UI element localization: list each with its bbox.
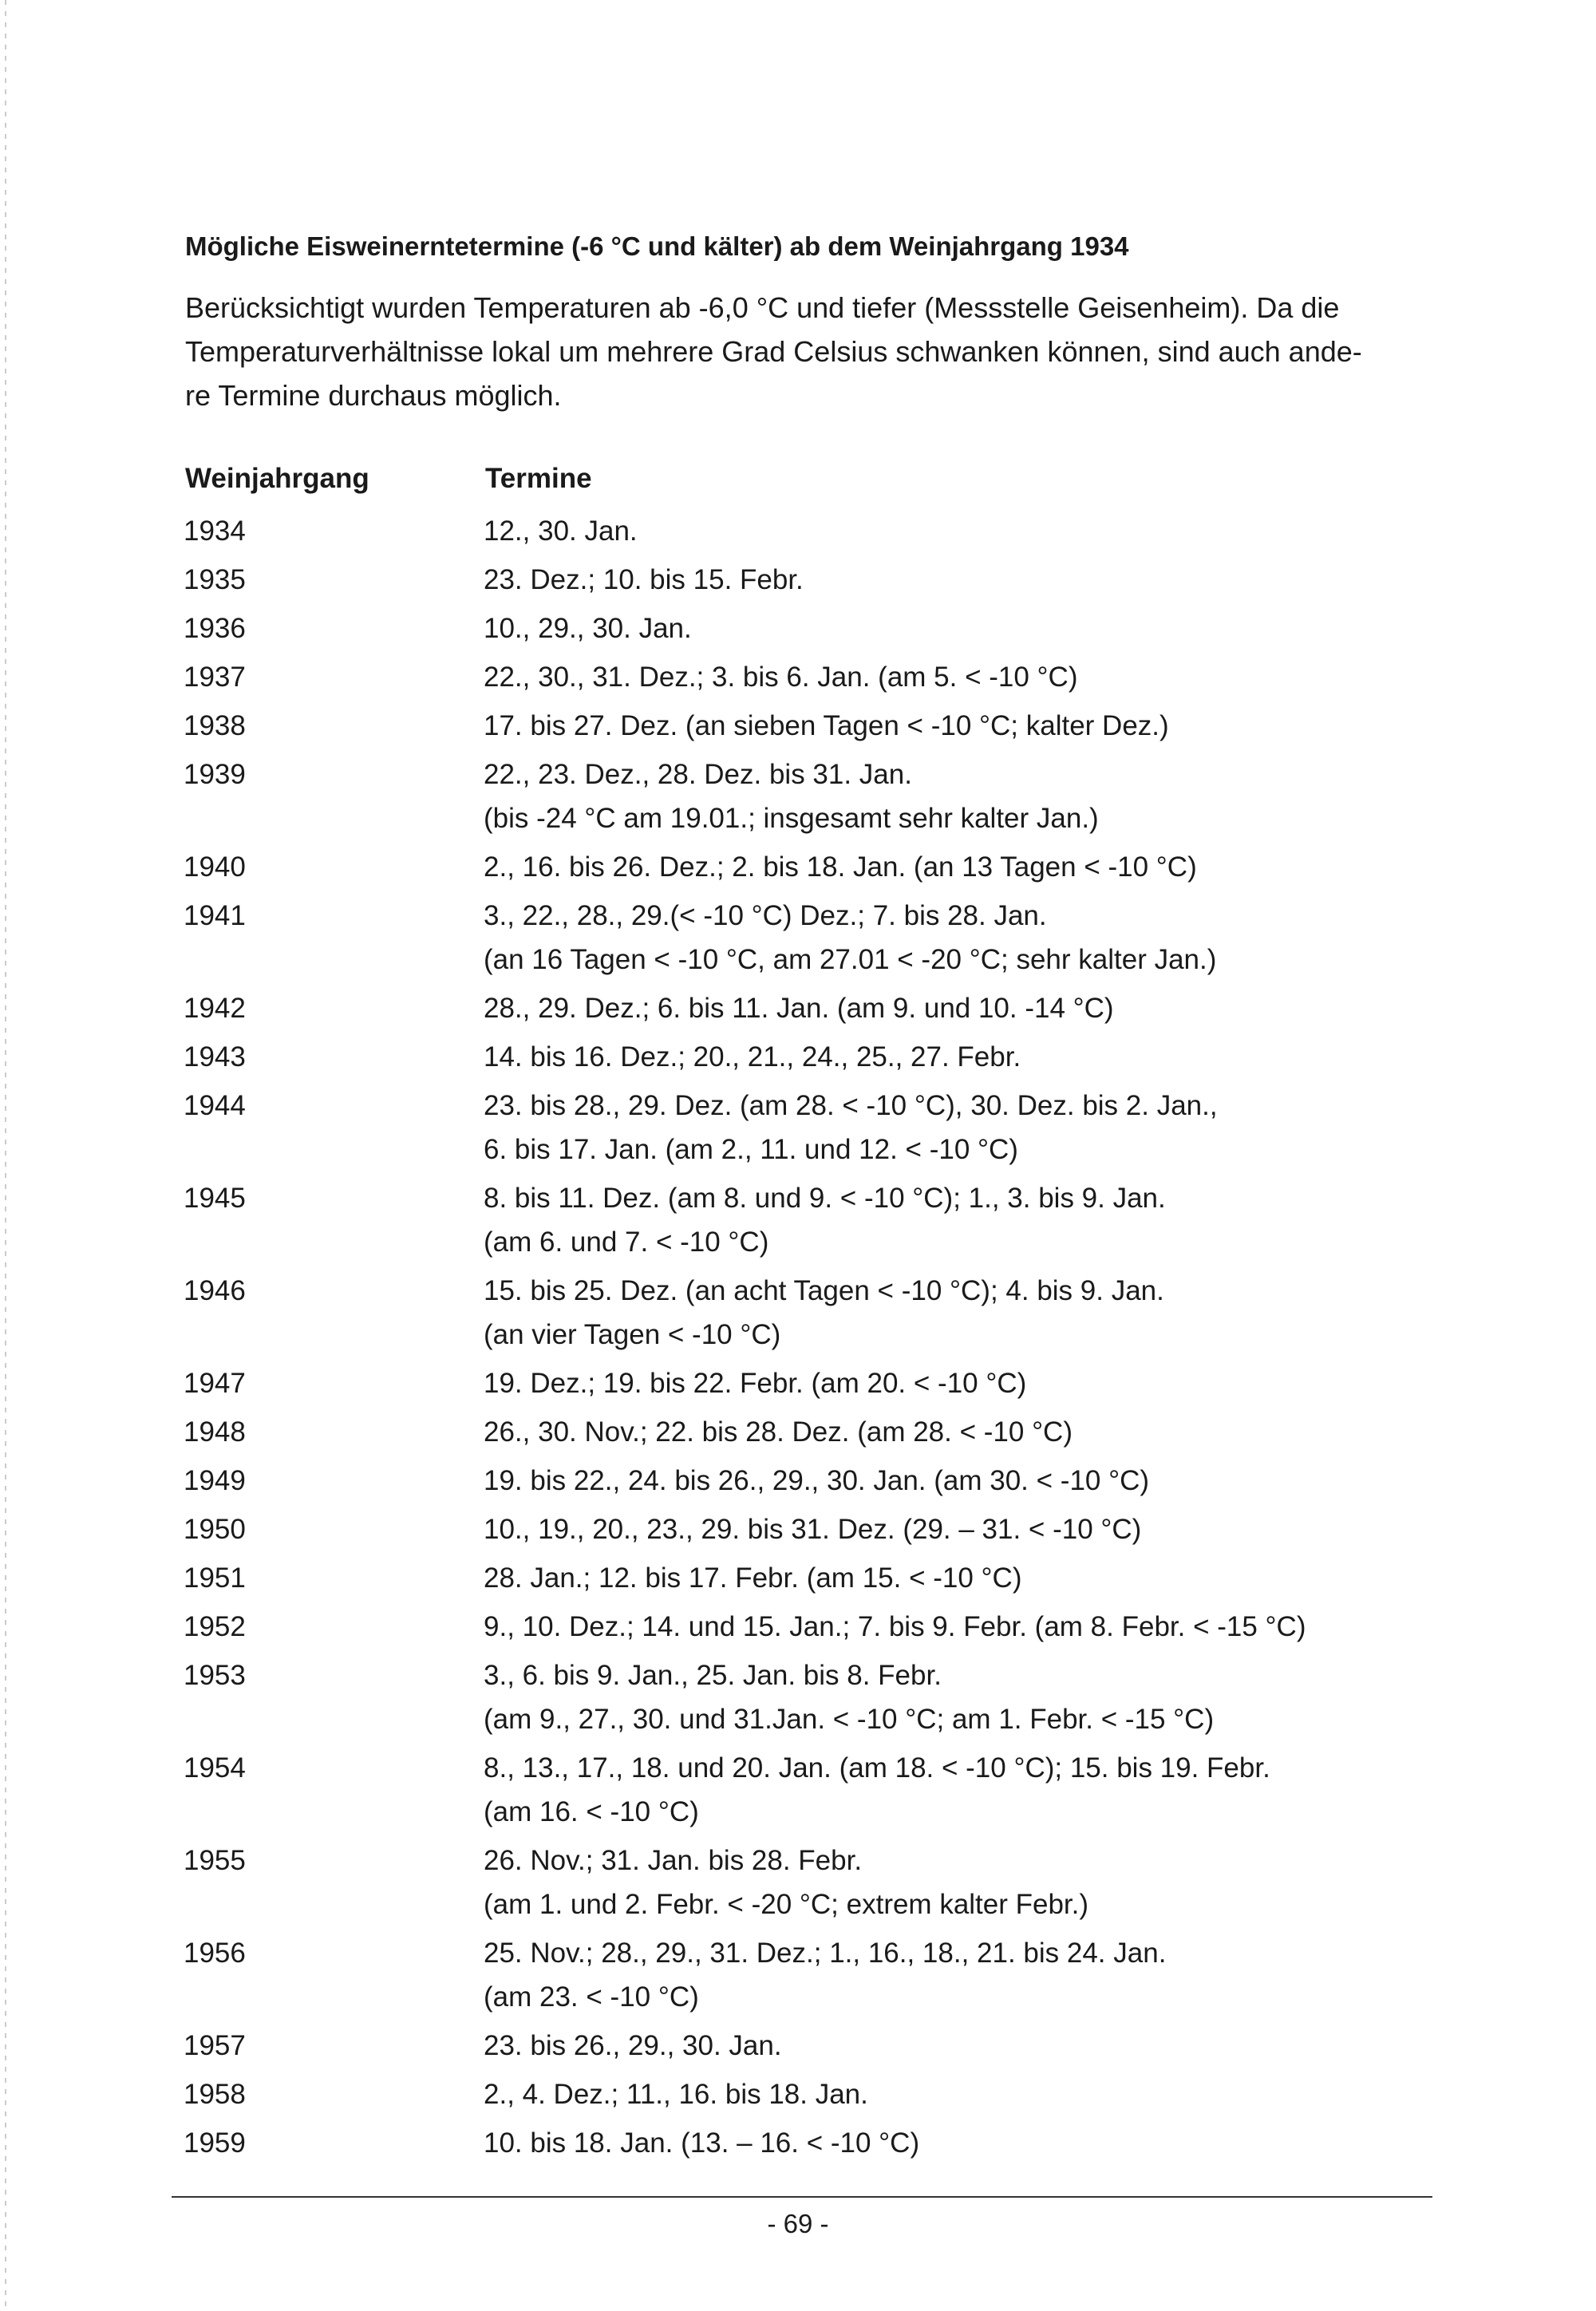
table-row — [184, 1605, 1460, 1649]
row-terms-line: 23. bis 28., 29. Dez. (am 28. < -10 °C), 30. Dez. bis 2. Jan., — [484, 1090, 1218, 1121]
row-year: 1958 — [184, 2079, 246, 2110]
row-year: 1937 — [184, 662, 246, 693]
row-terms-line: (am 1. und 2. Febr. < -20 °C; extrem kalter Febr.) — [484, 1889, 1089, 1920]
table-row — [184, 704, 1460, 748]
row-terms-line: (am 6. und 7. < -10 °C) — [484, 1227, 769, 1258]
table-row — [184, 1931, 1460, 2019]
row-terms-line: 14. bis 16. Dez.; 20., 21., 24., 25., 27. Febr. — [484, 1041, 1021, 1073]
row-terms — [484, 1176, 1460, 1264]
row-terms — [484, 753, 1460, 840]
table-row — [184, 1361, 1460, 1405]
table-row — [184, 1839, 1460, 1926]
row-year: 1941 — [184, 900, 246, 931]
row-terms — [484, 1653, 1460, 1741]
row-terms-line: (an vier Tagen < -10 °C) — [484, 1319, 781, 1350]
row-terms-line: 12., 30. Jan. — [484, 516, 638, 547]
row-terms — [484, 1605, 1460, 1649]
row-terms — [484, 2024, 1460, 2068]
harvest-dates-table — [184, 509, 1460, 2170]
row-terms — [484, 986, 1460, 1030]
row-terms — [484, 1931, 1460, 2019]
row-terms — [484, 1746, 1460, 1834]
row-year: 1955 — [184, 1845, 246, 1876]
row-terms — [484, 509, 1460, 553]
row-terms-line: (bis -24 °C am 19.01.; insgesamt sehr kalter Jan.) — [484, 803, 1099, 834]
row-terms — [484, 655, 1460, 699]
row-terms-line: 22., 30., 31. Dez.; 3. bis 6. Jan. (am 5. < -10 °C) — [484, 662, 1078, 693]
column-header-terms: Termine — [485, 463, 592, 494]
table-row — [184, 1084, 1460, 1171]
row-terms — [484, 1035, 1460, 1079]
row-terms — [484, 1361, 1460, 1405]
row-terms — [484, 1269, 1460, 1357]
row-terms-line: (an 16 Tagen < -10 °C, am 27.01 < -20 °C; sehr kalter Jan.) — [484, 944, 1217, 975]
row-year: 1943 — [184, 1041, 246, 1073]
row-year: 1949 — [184, 1465, 246, 1496]
row-terms-line: 10. bis 18. Jan. (13. – 16. < -10 °C) — [484, 2127, 920, 2159]
row-terms-line: 8. bis 11. Dez. (am 8. und 9. < -10 °C); 1., 3. bis 9. Jan. — [484, 1183, 1166, 1214]
table-row — [184, 558, 1460, 602]
table-row — [184, 894, 1460, 982]
table-row — [184, 1556, 1460, 1600]
row-year: 1952 — [184, 1611, 246, 1642]
row-year: 1936 — [184, 613, 246, 644]
row-year: 1934 — [184, 516, 246, 547]
row-year: 1944 — [184, 1090, 246, 1121]
row-terms-line: 15. bis 25. Dez. (an acht Tagen < -10 °C); 4. bis 9. Jan. — [484, 1275, 1164, 1306]
row-year: 1951 — [184, 1562, 246, 1594]
row-terms-line: 19. bis 22., 24. bis 26., 29., 30. Jan. (am 30. < -10 °C) — [484, 1465, 1150, 1496]
intro-line: Temperaturverhältnisse lokal um mehrere Grad Celsius schwanken können, sind auch ande- — [185, 335, 1362, 368]
intro-line: Berücksichtigt wurden Temperaturen ab -6,0 °C und tiefer (Messstelle Geisenheim). Da die — [185, 291, 1340, 324]
row-year: 1945 — [184, 1183, 246, 1214]
row-terms-line: 23. Dez.; 10. bis 15. Febr. — [484, 564, 804, 595]
table-row — [184, 1507, 1460, 1551]
row-terms-line: 23. bis 26., 29., 30. Jan. — [484, 2030, 782, 2061]
table-row — [184, 2024, 1460, 2068]
row-terms — [484, 894, 1460, 982]
row-terms-line: 19. Dez.; 19. bis 22. Febr. (am 20. < -10 °C) — [484, 1368, 1027, 1399]
table-row — [184, 1746, 1460, 1834]
table-row — [184, 2121, 1460, 2165]
row-terms — [484, 704, 1460, 748]
row-terms-line: 28., 29. Dez.; 6. bis 11. Jan. (am 9. und 10. -14 °C) — [484, 993, 1114, 1024]
page-number: - 69 - — [767, 2209, 829, 2238]
row-terms-line: (am 9., 27., 30. und 31.Jan. < -10 °C; am 1. Febr. < -15 °C) — [484, 1704, 1215, 1735]
row-terms-line: (am 16. < -10 °C) — [484, 1796, 699, 1827]
table-row — [184, 2072, 1460, 2116]
row-terms-line: 2., 4. Dez.; 11., 16. bis 18. Jan. — [484, 2079, 868, 2110]
row-year: 1939 — [184, 759, 246, 790]
row-terms-line: 3., 6. bis 9. Jan., 25. Jan. bis 8. Febr. — [484, 1660, 942, 1691]
row-terms — [484, 1410, 1460, 1454]
row-terms — [484, 845, 1460, 889]
intro-paragraph — [185, 286, 1454, 417]
table-row — [184, 845, 1460, 889]
row-terms-line: 8., 13., 17., 18. und 20. Jan. (am 18. < -10 °C); 15. bis 19. Febr. — [484, 1752, 1270, 1784]
footer-rule — [172, 2196, 1432, 2198]
row-year: 1935 — [184, 564, 246, 595]
row-terms-line: 3., 22., 28., 29.(< -10 °C) Dez.; 7. bis 28. Jan. — [484, 900, 1047, 931]
table-row — [184, 986, 1460, 1030]
row-terms-line: (am 23. < -10 °C) — [484, 1981, 699, 2013]
table-row — [184, 1269, 1460, 1357]
row-year: 1954 — [184, 1752, 246, 1784]
row-terms — [484, 1839, 1460, 1926]
table-row — [184, 1035, 1460, 1079]
column-header-year: Weinjahrgang — [185, 463, 369, 494]
row-terms-line: 6. bis 17. Jan. (am 2., 11. und 12. < -10 °C) — [484, 1134, 1018, 1165]
row-terms — [484, 1556, 1460, 1600]
row-terms-line: 25. Nov.; 28., 29., 31. Dez.; 1., 16., 18., 21. bis 24. Jan. — [484, 1938, 1167, 1969]
row-terms — [484, 2121, 1460, 2165]
row-year: 1942 — [184, 993, 246, 1024]
row-year: 1953 — [184, 1660, 246, 1691]
table-row — [184, 1459, 1460, 1503]
row-terms-line: 26. Nov.; 31. Jan. bis 28. Febr. — [484, 1845, 863, 1876]
row-year: 1940 — [184, 851, 246, 883]
table-row — [184, 753, 1460, 840]
row-terms — [484, 1084, 1460, 1171]
table-row — [184, 655, 1460, 699]
table-row — [184, 509, 1460, 553]
table-row — [184, 1410, 1460, 1454]
row-year: 1946 — [184, 1275, 246, 1306]
row-terms-line: 22., 23. Dez., 28. Dez. bis 31. Jan. — [484, 759, 912, 790]
row-terms-line: 2., 16. bis 26. Dez.; 2. bis 18. Jan. (an 13 Tagen < -10 °C) — [484, 851, 1197, 883]
row-terms — [484, 606, 1460, 650]
table-row — [184, 1176, 1460, 1264]
row-year: 1950 — [184, 1514, 246, 1545]
row-terms-line: 17. bis 27. Dez. (an sieben Tagen < -10 °C; kalter Dez.) — [484, 710, 1169, 741]
row-year: 1957 — [184, 2030, 246, 2061]
row-year: 1948 — [184, 1416, 246, 1448]
row-year: 1959 — [184, 2127, 246, 2159]
section-heading: Mögliche Eisweinerntetermine (-6 °C und kälter) ab dem Weinjahrgang 1934 — [185, 231, 1129, 261]
table-row — [184, 1653, 1460, 1741]
row-terms-line: 10., 29., 30. Jan. — [484, 613, 692, 644]
intro-line: re Termine durchaus möglich. — [185, 379, 562, 412]
row-terms — [484, 1459, 1460, 1503]
row-terms — [484, 1507, 1460, 1551]
row-terms-line: 9., 10. Dez.; 14. und 15. Jan.; 7. bis 9. Febr. (am 8. Febr. < -15 °C) — [484, 1611, 1306, 1642]
row-terms — [484, 558, 1460, 602]
row-terms — [484, 2072, 1460, 2116]
row-year: 1947 — [184, 1368, 246, 1399]
scan-edge-mark — [5, 0, 6, 2311]
row-year: 1938 — [184, 710, 246, 741]
table-row — [184, 606, 1460, 650]
row-year: 1956 — [184, 1938, 246, 1969]
row-terms-line: 28. Jan.; 12. bis 17. Febr. (am 15. < -10 °C) — [484, 1562, 1022, 1594]
row-terms-line: 26., 30. Nov.; 22. bis 28. Dez. (am 28. < -10 °C) — [484, 1416, 1073, 1448]
row-terms-line: 10., 19., 20., 23., 29. bis 31. Dez. (29. – 31. < -10 °C) — [484, 1514, 1142, 1545]
